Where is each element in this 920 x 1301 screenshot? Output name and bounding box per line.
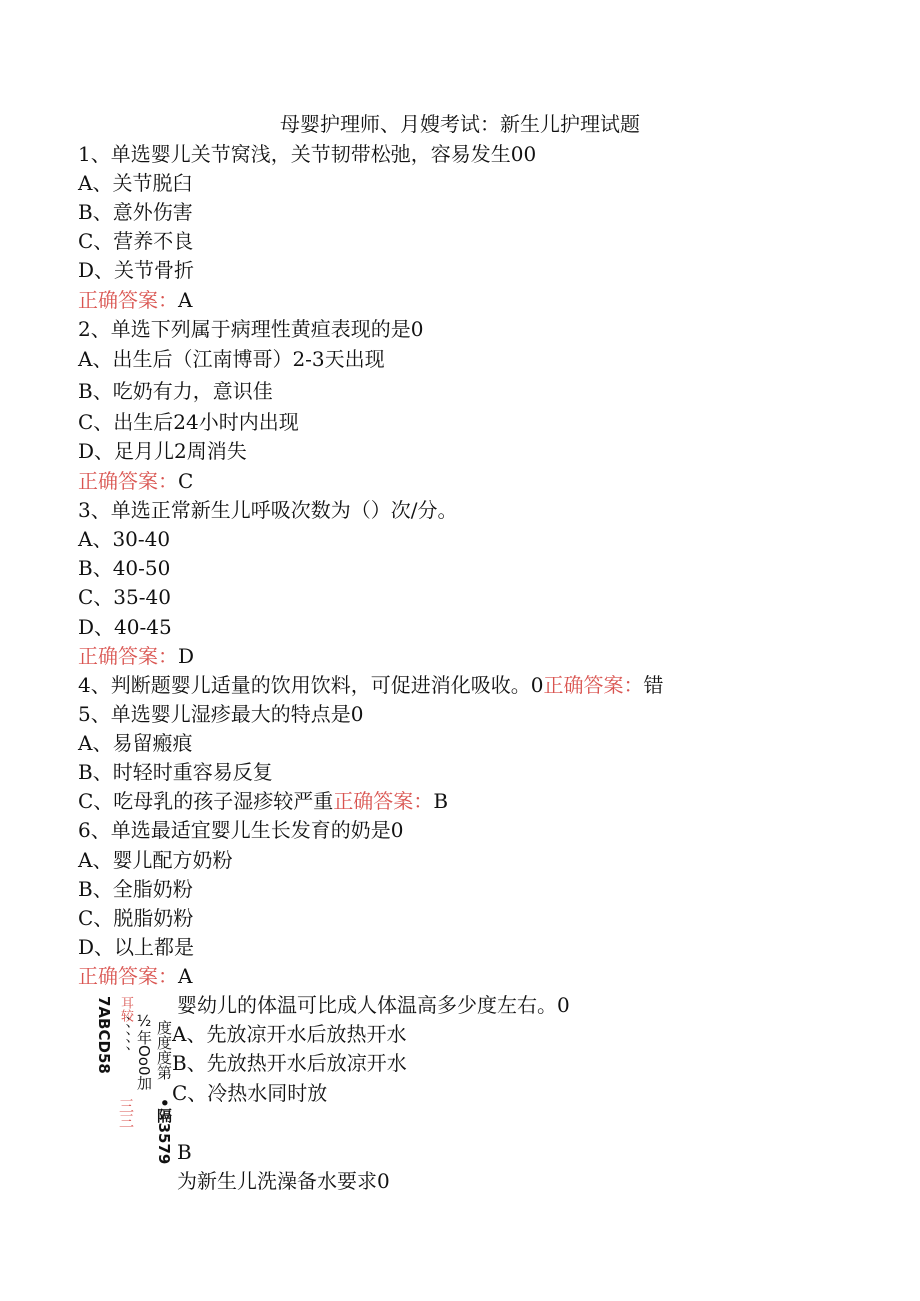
answer-value: D — [178, 644, 195, 668]
question-3-option-c: C、35-40 — [78, 585, 171, 609]
page-title: 母婴护理师、月嫂考试：新生儿护理试题 — [280, 112, 640, 136]
question-1-answer — [78, 286, 192, 314]
question-2-stem: 2、单选下列属于病理性黄疸表现的是0 — [78, 317, 424, 341]
answer-label: 正确答案： — [78, 469, 178, 493]
question-2-option-b: B、吃奶有力，意识佳 — [78, 379, 273, 403]
answer-label: 正确答案： — [78, 644, 178, 668]
answer-label: 正确答案： — [78, 964, 178, 988]
scrambled-column-3: 耳较 — [118, 996, 133, 1022]
question-1-option-b: B、意外伤害 — [78, 200, 193, 224]
question-2-option-d: D、足月儿2周消失 — [78, 439, 247, 463]
question-1-option-c: C、营养不良 — [78, 229, 194, 253]
question-3-option-d: D、40-45 — [78, 615, 172, 639]
answer-value: 错 — [643, 673, 664, 697]
question-2-option-c: C、出生后24小时内出现 — [78, 410, 299, 434]
question-2-answer — [78, 467, 193, 495]
question-3-option-b: B、40-50 — [78, 556, 171, 580]
question-7-option-a: A、先放凉开水后放热开水 — [172, 1022, 407, 1046]
question-6-option-d: D、以上都是 — [78, 935, 195, 959]
answer-value: A — [178, 964, 193, 988]
answer-value: A — [178, 288, 193, 312]
answer-value: B — [433, 789, 449, 813]
question-8-stem: 为新生儿洗澡备水要求0 — [177, 1169, 390, 1193]
answer-label: 正确答案： — [78, 288, 178, 312]
question-6-option-a: A、婴儿配方奶粉 — [78, 848, 233, 872]
answer-label: 正确答案： — [543, 673, 644, 697]
question-3-answer — [78, 642, 194, 670]
question-6-option-c: C、脱脂奶粉 — [78, 906, 194, 930]
question-3-option-a: A、30-40 — [78, 527, 171, 551]
question-6-answer — [78, 962, 192, 990]
scrambled-column-4: ½年Oo0加 — [135, 1012, 153, 1091]
question-7-option-c: C、冷热水同时放 — [172, 1081, 328, 1105]
answer-value: C — [178, 469, 194, 493]
question-5-stem: 5、单选婴儿湿疹最大的特点是0 — [78, 702, 364, 726]
answer-label: 正确答案： — [333, 789, 434, 813]
question-4 — [78, 671, 663, 699]
question-1-stem: 1、单选婴儿关节窝浅，关节韧带松弛，容易发生00 — [78, 142, 537, 166]
question-6-stem: 6、单选最适宜婴儿生长发育的奶是0 — [78, 818, 404, 842]
question-2-option-a: A、出生后（江南博哥）2-3天出现 — [78, 347, 385, 371]
scrambled-column-1: 7ABCD58 — [95, 996, 113, 1074]
scrambled-column-2: 、、、、、 — [114, 1016, 132, 1061]
question-5-option-c: C、吃母乳的孩子湿疹较严重 — [78, 789, 334, 813]
question-5-option-a: A、易留瘢痕 — [78, 731, 193, 755]
scrambled-column-5: 度度度第 — [155, 1020, 173, 1080]
question-7-option-b: B、先放热开水后放凉开水 — [172, 1051, 407, 1075]
question-1-option-d: D、关节骨折 — [78, 258, 195, 282]
question-6-option-b: B、全脂奶粉 — [78, 877, 193, 901]
question-4-stem: 4、判断题婴儿适量的饮用饮料，可促进消化吸收。0 — [78, 673, 544, 697]
scrambled-column-6: •隔3579 — [155, 1098, 173, 1165]
question-7-answer: B — [177, 1140, 192, 1164]
question-5-option-b: B、时轻时重容易反复 — [78, 760, 273, 784]
question-7-stem: 婴幼儿的体温可比成人体温高多少度左右。0 — [177, 993, 570, 1017]
question-5-option-c-and-answer — [78, 787, 448, 815]
question-1-option-a: A、关节脱臼 — [78, 171, 193, 195]
question-3-stem: 3、单选正常新生儿呼吸次数为（）次/分。 — [78, 498, 458, 522]
scrambled-marks: 三三 — [117, 1098, 135, 1128]
